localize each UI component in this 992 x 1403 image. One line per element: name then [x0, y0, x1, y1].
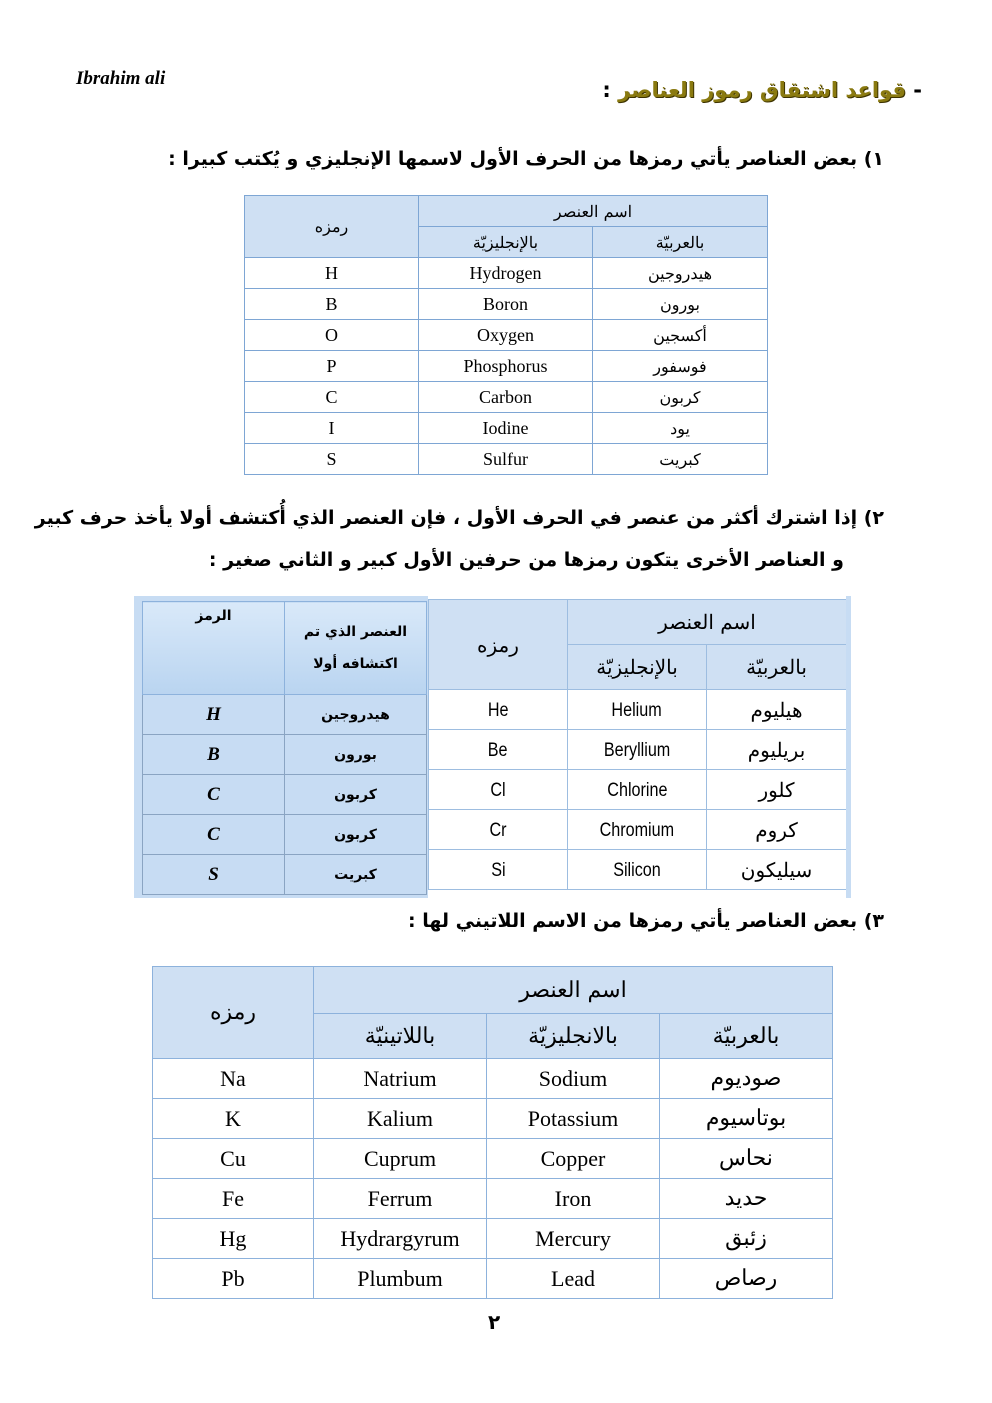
english-name-cell: Hydrogen [419, 258, 593, 289]
header-first-discovered [285, 602, 427, 695]
page-title [602, 78, 922, 102]
table-row [153, 1219, 833, 1259]
symbol-cell: K [153, 1099, 314, 1139]
symbol-cell: H [245, 258, 419, 289]
table2-edge [846, 596, 851, 898]
english-text: Chlorine [606, 780, 668, 801]
table-row [153, 1099, 833, 1139]
header-english: بالإنجليزيّة [419, 227, 593, 258]
symbol-cell: S [143, 855, 285, 895]
header-arabic: بالعربيّة [707, 645, 847, 690]
english-name-cell: Iodine [419, 413, 593, 444]
arabic-name-cell: هيدروجين [593, 258, 768, 289]
table-row [153, 1179, 833, 1219]
arabic-name-cell: بورون [593, 289, 768, 320]
symbol-text: He [487, 700, 509, 721]
page-number: ٢ [488, 1310, 501, 1334]
table-two-letters [428, 599, 847, 890]
latin-name-cell: Kalium [314, 1099, 487, 1139]
english-name-cell: Sulfur [419, 444, 593, 475]
title-suffix: : [602, 78, 611, 102]
arabic-name-cell: بوتاسيوم [660, 1099, 833, 1139]
table-row [143, 815, 427, 855]
english-name-cell: Mercury [487, 1219, 660, 1259]
symbol-cell: B [245, 289, 419, 320]
symbol-cell: Na [153, 1059, 314, 1099]
arabic-name-cell: يود [593, 413, 768, 444]
arabic-name-cell: كلور [707, 770, 847, 810]
arabic-name-cell: كبريت [593, 444, 768, 475]
symbol-cell [429, 690, 568, 730]
symbol-cell: P [245, 351, 419, 382]
table-row [143, 695, 427, 735]
header-element-name: اسم العنصر [314, 967, 833, 1014]
rule-2-line-2: و العناصر الأخرى يتكون رمزها من حرفين الأول كبير و الثاني صغير : [208, 549, 844, 571]
first-discovered-cell: كربون [285, 815, 427, 855]
english-text: Helium [611, 700, 663, 721]
arabic-name-cell: زئبق [660, 1219, 833, 1259]
latin-name-cell: Plumbum [314, 1259, 487, 1299]
table-row [143, 775, 427, 815]
table-row [429, 770, 847, 810]
table-first-discovered [142, 601, 427, 895]
table-row [143, 855, 427, 895]
english-name-cell: Oxygen [419, 320, 593, 351]
first-discovered-cell: بورون [285, 735, 427, 775]
table-row [245, 413, 768, 444]
header-element-name: اسم العنصر [419, 196, 768, 227]
english-name-cell: Iron [487, 1179, 660, 1219]
symbol-text: Cr [489, 820, 507, 841]
english-cell [568, 690, 707, 730]
symbol-cell: Hg [153, 1219, 314, 1259]
symbol-cell: O [245, 320, 419, 351]
arabic-name-cell: أكسجين [593, 320, 768, 351]
arabic-name-cell: نحاس [660, 1139, 833, 1179]
header-latin: باللاتينيّة [314, 1014, 487, 1059]
table-row [429, 810, 847, 850]
english-name-cell: Sodium [487, 1059, 660, 1099]
first-discovered-cell: كربون [285, 775, 427, 815]
table-row [153, 1259, 833, 1299]
table-row [245, 289, 768, 320]
table-row [245, 382, 768, 413]
latin-name-cell: Hydrargyrum [314, 1219, 487, 1259]
english-text: Silicon [613, 860, 661, 881]
symbol-cell: I [245, 413, 419, 444]
rule-2-line-1: ٢) إذا اشترك أكثر من عنصر في الحرف الأول ، فإن العنصر الذي أُكتشف أولا يأخذ حرف كبير [34, 507, 884, 529]
header-arabic: بالعربيّة [660, 1014, 833, 1059]
header-symbol: الرمز [143, 602, 285, 695]
arabic-name-cell: بريليوم [707, 730, 847, 770]
english-name-cell: Copper [487, 1139, 660, 1179]
english-text: Beryllium [603, 740, 671, 761]
first-discovered-cell: هيدروجين [285, 695, 427, 735]
header-symbol: رمزه [429, 600, 568, 690]
latin-name-cell: Ferrum [314, 1179, 487, 1219]
english-name-cell: Carbon [419, 382, 593, 413]
symbol-cell [429, 850, 568, 890]
symbol-cell: Cu [153, 1139, 314, 1179]
english-cell [568, 810, 707, 850]
table-row [143, 735, 427, 775]
symbol-text: Be [488, 740, 508, 761]
title-prefix: - [913, 78, 922, 102]
arabic-name-cell: هيليوم [707, 690, 847, 730]
latin-name-cell: Cuprum [314, 1139, 487, 1179]
symbol-cell [429, 730, 568, 770]
english-name-cell: Boron [419, 289, 593, 320]
arabic-name-cell: حديد [660, 1179, 833, 1219]
table-row [153, 1059, 833, 1099]
arabic-name-cell: سيليكون [707, 850, 847, 890]
author-name: Ibrahim ali [76, 68, 166, 89]
arabic-name-cell: كروم [707, 810, 847, 850]
arabic-name-cell: صوديوم [660, 1059, 833, 1099]
header-first-discovered-line-1: العنصر الذي تم [303, 624, 408, 640]
table-row [245, 258, 768, 289]
english-name-cell: Potassium [487, 1099, 660, 1139]
table-row [429, 850, 847, 890]
symbol-text: Si [490, 860, 506, 881]
arabic-name-cell: فوسفور [593, 351, 768, 382]
header-english: بالانجليزيّة [487, 1014, 660, 1059]
header-english: بالإنجليزيّة [568, 645, 707, 690]
header-symbol: رمزه [245, 196, 419, 258]
symbol-cell: C [143, 775, 285, 815]
header-symbol: رمزه [153, 967, 314, 1059]
symbol-cell [429, 770, 568, 810]
table-row [429, 690, 847, 730]
english-cell [568, 850, 707, 890]
latin-name-cell: Natrium [314, 1059, 487, 1099]
english-cell [568, 730, 707, 770]
header-first-discovered-line-2: اكتشافه أولا [313, 656, 398, 672]
english-cell [568, 770, 707, 810]
symbol-cell: B [143, 735, 285, 775]
rule-1: ١) بعض العناصر يأتي رمزها من الحرف الأول لاسمها الإنجليزي و يُكتب كبيرا : [168, 148, 884, 170]
english-name-cell: Lead [487, 1259, 660, 1299]
arabic-name-cell: كربون [593, 382, 768, 413]
table-row [429, 730, 847, 770]
symbol-cell: C [245, 382, 419, 413]
arabic-name-cell: رصاص [660, 1259, 833, 1299]
title-text: قواعد اشتقاق رموز العناصر [618, 78, 906, 102]
table-row [245, 320, 768, 351]
symbol-cell [429, 810, 568, 850]
english-text: Chromium [599, 820, 675, 841]
symbol-cell: Pb [153, 1259, 314, 1299]
symbol-cell: S [245, 444, 419, 475]
symbol-cell: C [143, 815, 285, 855]
header-element-name: اسم العنصر [568, 600, 847, 645]
table-row [245, 351, 768, 382]
table-row [245, 444, 768, 475]
table-row [153, 1139, 833, 1179]
table-latin [152, 966, 833, 1299]
english-name-cell: Phosphorus [419, 351, 593, 382]
rule-3: ٣) بعض العناصر يأتي رمزها من الاسم اللاتيني لها : [408, 910, 884, 932]
table-first-letter [244, 195, 768, 475]
symbol-text: Cl [490, 780, 506, 801]
header-arabic: بالعربيّة [593, 227, 768, 258]
symbol-cell: H [143, 695, 285, 735]
symbol-cell: Fe [153, 1179, 314, 1219]
first-discovered-cell: كبريت [285, 855, 427, 895]
